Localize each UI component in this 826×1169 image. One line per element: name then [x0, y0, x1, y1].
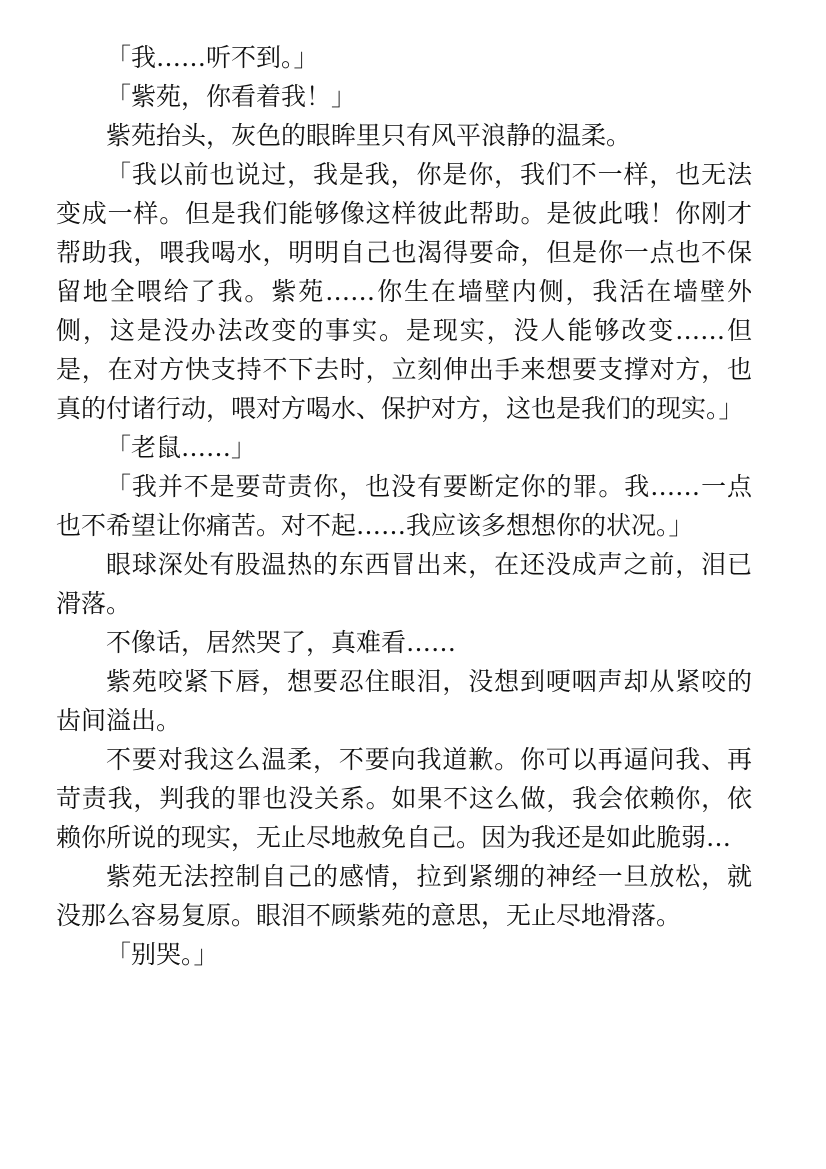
paragraph: 眼球深处有股温热的东西冒出来，在还没成声之前，泪已滑落。	[56, 550, 752, 618]
paragraph: 不像话，居然哭了，真难看……	[106, 628, 457, 657]
paragraph: 紫苑抬头，灰色的眼眸里只有风平浪静的温柔。	[106, 121, 632, 150]
paragraph: 紫苑咬紧下唇，想要忍住眼泪，没想到哽咽声却从紧咬的齿间溢出。	[56, 667, 752, 735]
paragraph: 「我……听不到。」	[106, 43, 319, 72]
book-page	[56, 38, 752, 974]
paragraph: 「紫苑，你看着我！」	[106, 82, 357, 111]
paragraph: 不要对我这么温柔，不要向我道歉。你可以再逼问我、再苛责我，判我的罪也没关系。如果不这么做，我会依赖你，依赖你所说的现实，无止尽地赦免自己。因为我还是如此脆弱…	[56, 745, 752, 852]
paragraph: 「老鼠……」	[106, 433, 257, 462]
paragraph: 「我并不是要苛责你，也没有要断定你的罪。我……一点也不希望让你痛苦。对不起……我应该多想想你的状况。」	[56, 472, 752, 540]
paragraph: 「我以前也说过，我是我，你是你，我们不一样，也无法变成一样。但是我们能够像这样彼此帮助。是彼此哦！你刚才帮助我，喂我喝水，明明自己也渴得要命，但是你一点也不保留地全喂给了我。紫苑……你生在墙壁内侧，我活在墙壁外侧，这是没办法改变的事实。是现实，没人能够改变……但是，在对方快支持不下去时，立刻伸出手来想要支撑对方，也真的付诸行动，喂对方喝水、保护对方，这也是我们的现实。」	[56, 160, 752, 423]
paragraph: 「别哭。」	[106, 940, 219, 969]
paragraph: 紫苑无法控制自己的感情，拉到紧绷的神经一旦放松，就没那么容易复原。眼泪不顾紫苑的意思，无止尽地滑落。	[56, 862, 752, 930]
